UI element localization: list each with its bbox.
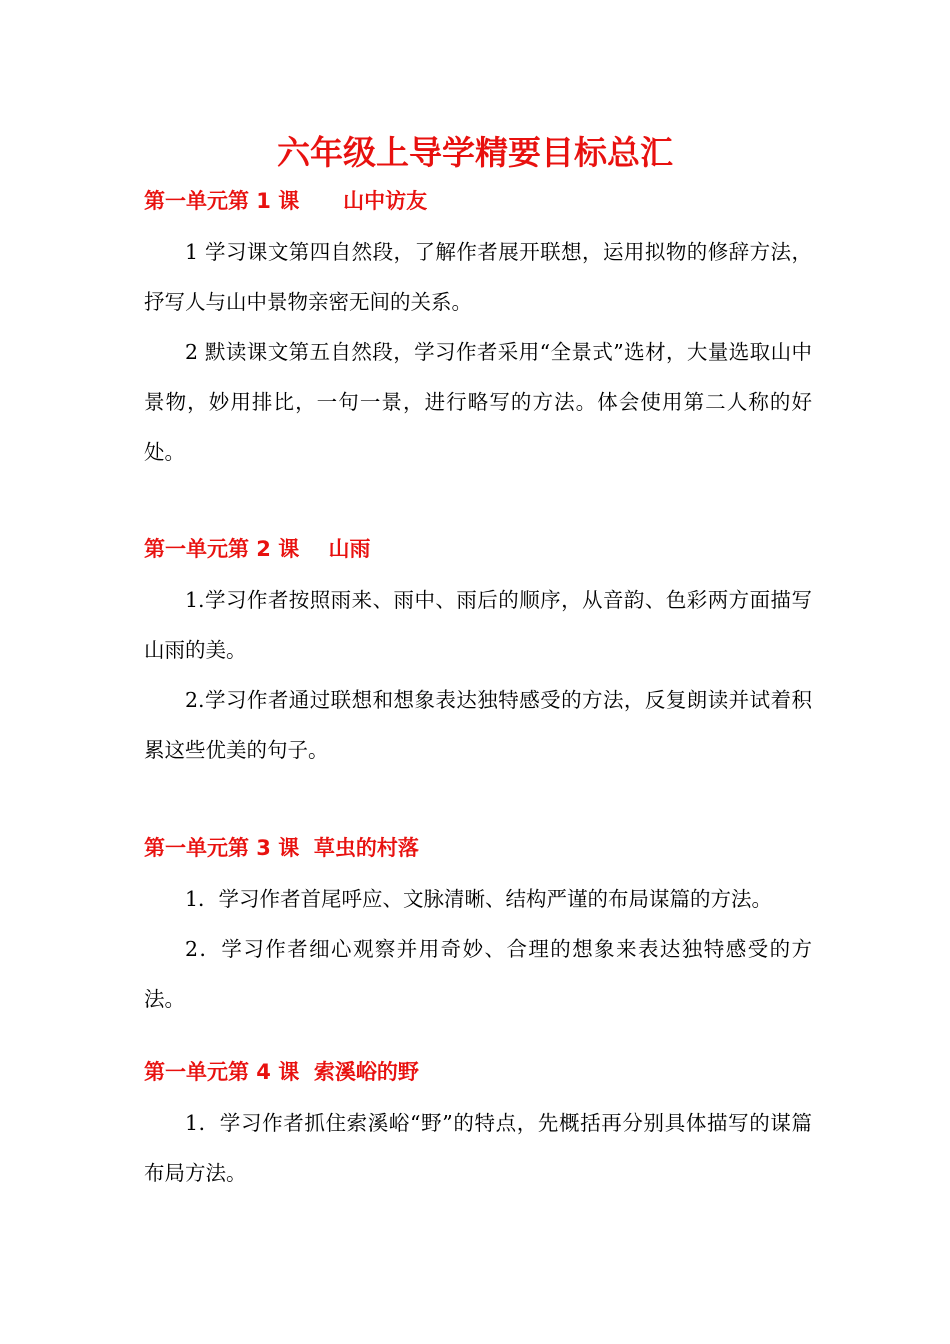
lesson-section-1 [144, 186, 812, 477]
objective-item: 2．学习作者细心观察并用奇妙、合理的想象来表达独特感受的方法。 [144, 937, 812, 1011]
objective-list [144, 1098, 812, 1198]
objective-item: 1.学习作者按照雨来、雨中、雨后的顺序，从音韵、色彩两方面描写山雨的美。 [144, 588, 812, 662]
lesson-heading: 第一单元第 3 课 草虫的村落 [144, 836, 419, 860]
lesson-heading: 第一单元第 1 课 山中访友 [144, 189, 428, 213]
objective-item: 1 学习课文第四自然段，了解作者展开联想，运用拟物的修辞方法，抒写人与山中景物亲密无间的关系。 [144, 240, 812, 314]
objective-list [144, 227, 812, 477]
objective-list [144, 874, 812, 1024]
lesson-section-4 [144, 1057, 812, 1198]
objective-list [144, 575, 812, 775]
lesson-section-3 [144, 833, 812, 1024]
objective-item: 2.学习作者通过联想和想象表达独特感受的方法，反复朗读并试着积累这些优美的句子。 [144, 688, 812, 762]
objective-item: 1．学习作者抓住索溪峪“野”的特点，先概括再分别具体描写的谋篇布局方法。 [144, 1111, 812, 1185]
objective-item: 1．学习作者首尾呼应、文脉清晰、结构严谨的布局谋篇的方法。 [185, 887, 773, 911]
lesson-section-2 [144, 534, 812, 775]
lesson-heading: 第一单元第 4 课 索溪峪的野 [144, 1060, 419, 1084]
document-title: 六年级上导学精要目标总汇 [277, 133, 673, 172]
objective-item: 2 默读课文第五自然段，学习作者采用“全景式”选材，大量选取山中景物，妙用排比，一句一景，进行略写的方法。体会使用第二人称的好处。 [144, 340, 812, 464]
lesson-heading: 第一单元第 2 课 山雨 [144, 537, 371, 561]
